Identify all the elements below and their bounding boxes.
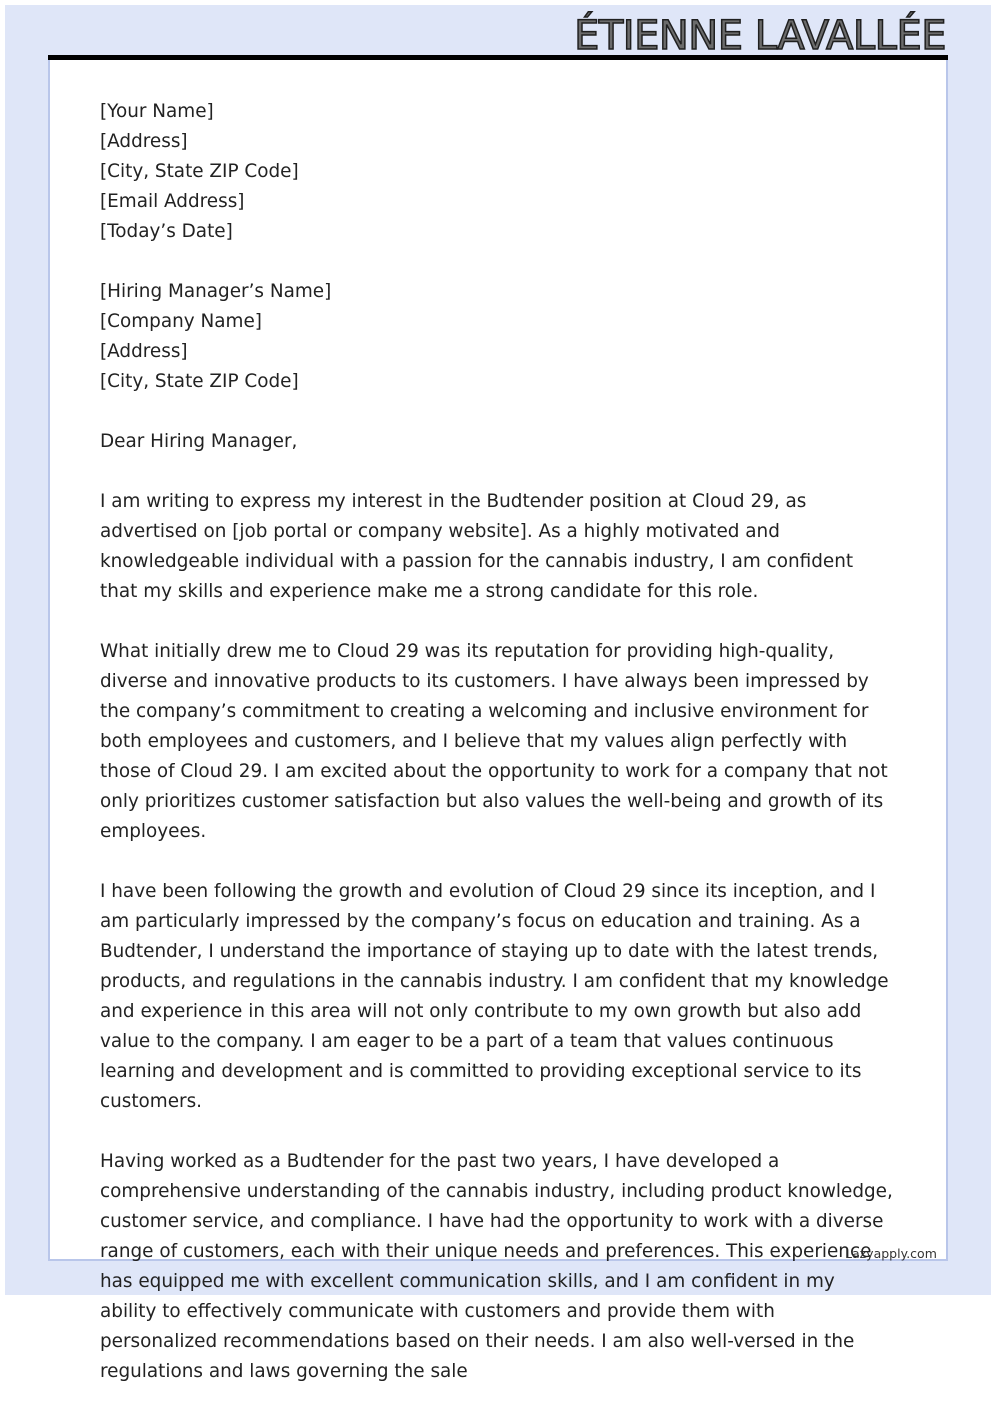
paragraph-education-focus: I have been following the growth and evolution of Cloud 29 since its inception, and I am particularly impressed by the company’s focus on education and training. As a Budtender, I understand the importance of staying up to date with the latest trends, products, and regulations in the cannabis industry. I am confident that my knowledge and experience in this area will not only contribute to my own growth but also add value to the company. I am eager to be a part of a team that values continuous learning and development and is committed to providing exceptional service to its customers. — [100, 881, 889, 1112]
sender-address: [Address] — [100, 131, 188, 152]
sender-block — [100, 97, 896, 247]
recipient-manager: [Hiring Manager’s Name] — [100, 281, 332, 302]
sender-name: [Your Name] — [100, 101, 214, 122]
recipient-block — [100, 277, 896, 397]
paragraph-intro: I am writing to express my interest in the Budtender position at Cloud 29, as advertised on [job portal or company website]. As a highly motivated and knowledgeable individual with a passion for the cannabis industry, I am confident that my skills and experience make me a strong candidate for this role. — [100, 491, 854, 602]
sender-email: [Email Address] — [100, 191, 245, 212]
recipient-company: [Company Name] — [100, 311, 262, 332]
cover-letter-body — [100, 97, 896, 1417]
sender-city: [City, State ZIP Code] — [100, 161, 299, 182]
applicant-name-heading: ÉTIENNE LAVALLÉE — [574, 13, 946, 59]
paragraph-company-appeal: What initially drew me to Cloud 29 was its reputation for providing high-quality, diverse and innovative products to its customers. I have always been impressed by the company’s commitment to creating a welcoming and inclusive environment for both employees and customers, and I believe that my values align perfectly with those of Cloud 29. I am excited about the opportunity to work for a company that not only prioritizes customer satisfaction but also values the well-being and growth of its employees. — [100, 641, 888, 842]
salutation: Dear Hiring Manager, — [100, 431, 298, 452]
recipient-address: [Address] — [100, 341, 188, 362]
letter-date: [Today’s Date] — [100, 221, 233, 242]
recipient-city: [City, State ZIP Code] — [100, 371, 299, 392]
paragraph-experience: Having worked as a Budtender for the past two years, I have developed a comprehensive understanding of the cannabis industry, including product knowledge, customer service, and compliance. I have had the opportunity to work with a diverse range of customers, each with their unique needs and preferences. This experience has equipped me with excellent communication skills, and I am confident in my ability to effectively communicate with customers and provide them with personalized recommendations based on their needs. I am also well-versed in the regulations and laws governing the sale — [100, 1151, 893, 1382]
watermark-text: Lazyapply.com — [845, 1246, 937, 1261]
